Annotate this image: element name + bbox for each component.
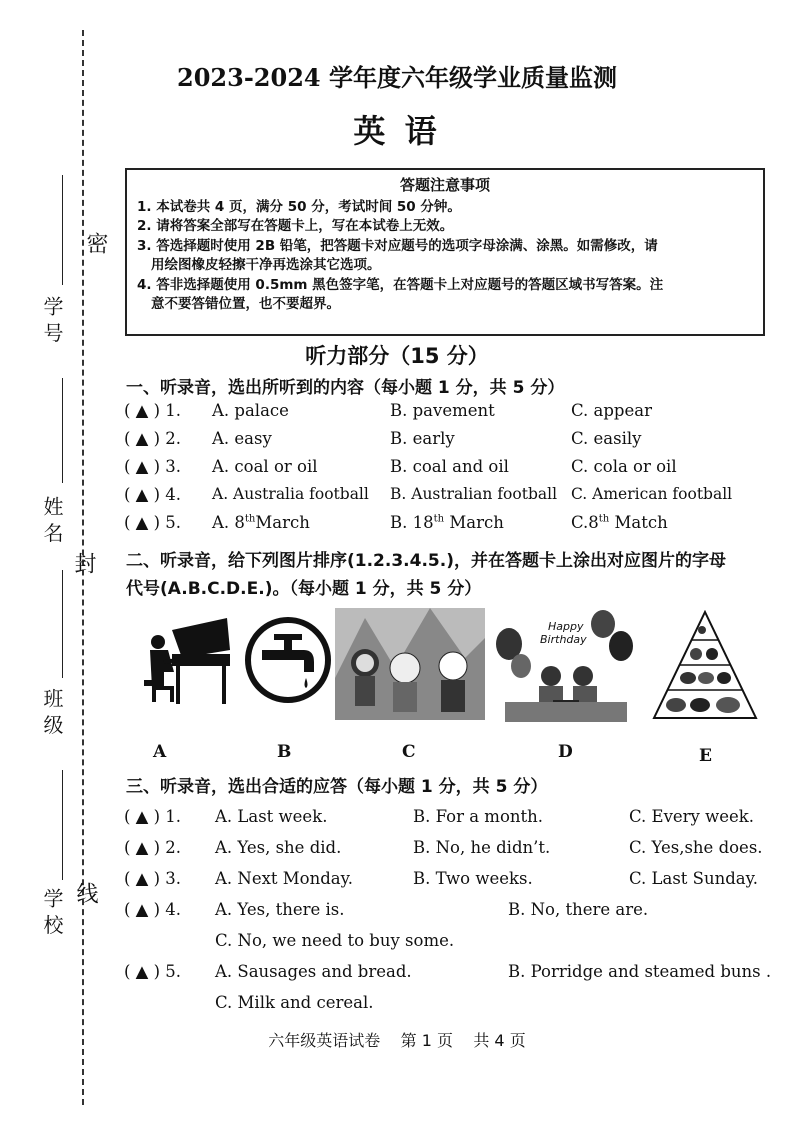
notice-item: 3. 答选择题时使用 2B 铅笔，把答题卡对应题号的选项字母涂满、涂黑。如需修改，请 [137,237,658,254]
notice-box [125,168,765,336]
student-id-blank[interactable] [62,175,63,285]
option-c[interactable]: C. Yes,she does. [629,838,763,857]
question-number[interactable]: ( ▲ ) 5. [124,962,182,981]
notice-item: 1. 本试卷共 4 页，满分 50 分，考试时间 50 分钟。 [137,198,461,215]
notice-item: 4. 答非选择题使用 0.5mm 黑色签字笔，在答题卡上对应题号的答题区域书写答案。注 [137,276,664,293]
student-id-label: 学 号 [40,296,64,343]
picture-e-food-pyramid-icon [650,610,760,722]
option-c-text: C.8 [571,513,599,532]
option-c[interactable]: C. easily [571,429,642,448]
picture-label-c: C [402,742,416,762]
part2-title-line1: 二、听录音，给下列图片排序(1.2.3.4.5.)，并在答题卡上涂出对应图片的字母 [126,551,726,571]
notice-item: 用绘图橡皮轻擦干净再选涂其它选项。 [151,257,381,273]
name-label: 姓 名 [40,496,64,543]
option-c-sup: th [598,513,610,525]
part1-title: 一、听录音，选出所听到的内容（每小题 1 分，共 5 分） [126,378,565,398]
option-b[interactable]: B. No, there are. [508,900,649,919]
option-b[interactable]: B. Australian football [390,485,558,503]
notice-heading: 答题注意事项 [399,176,490,194]
option-b[interactable]: B. Porridge and steamed buns . [508,962,772,981]
option-c[interactable]: C. Last Sunday. [629,869,758,888]
option-b[interactable]: B. For a month. [413,807,544,826]
question-number[interactable]: ( ▲ ) 3. [124,457,182,476]
school-blank[interactable] [62,770,63,880]
part3-title: 三、听录音，选出合适的应答（每小题 1 分，共 5 分） [126,777,548,797]
option-b[interactable] [390,513,504,532]
option-b[interactable]: B. Two weeks. [413,869,533,888]
seal-feng: 封 [71,552,96,574]
question-number[interactable]: ( ▲ ) 4. [124,900,182,919]
listening-title: 听力部分（15 分） [305,344,489,368]
option-a[interactable]: A. Yes, there is. [215,900,345,919]
option-a[interactable]: A. Last week. [215,807,328,826]
subject-title: 英 语 [353,112,441,150]
class-blank[interactable] [62,570,63,678]
option-a-text: A. 8 [212,513,245,532]
option-a-sup: th [244,513,256,525]
school-label: 学 校 [40,888,64,935]
option-b[interactable]: B. early [390,429,455,448]
option-c[interactable]: C. No, we need to buy some. [215,931,455,950]
birthday-text-happy: Happy [548,620,584,633]
question-number[interactable]: ( ▲ ) 2. [124,838,182,857]
picture-label-a: A [153,742,167,762]
option-a[interactable]: A. coal or oil [212,457,318,476]
seal-mi: 密 [83,232,108,254]
option-b[interactable]: B. coal and oil [390,457,509,476]
option-c[interactable]: C. cola or oil [571,457,677,476]
part2-title-line2: 代号(A.B.C.D.E.)。（每小题 1 分，共 5 分） [126,579,482,599]
option-c[interactable]: C. Every week. [629,807,755,826]
option-a[interactable]: A. Next Monday. [215,869,354,888]
question-number[interactable]: ( ▲ ) 1. [124,807,182,826]
page-footer: 六年级英语试卷 第 1 页 共 4 页 [268,1031,526,1050]
option-a[interactable]: A. Yes, she did. [215,838,342,857]
picture-label-e: E [699,746,712,766]
option-a[interactable]: A. palace [212,401,289,420]
option-b-text: B. 18 [390,513,434,532]
option-c[interactable] [571,513,668,532]
option-a[interactable]: A. Australia football [212,485,369,503]
exam-title: 2023-2024 学年度六年级学业质量监测 [177,63,617,92]
picture-a-piano-icon [142,610,234,710]
question-number[interactable]: ( ▲ ) 5. [124,513,182,532]
notice-item: 意不要答错位置，也不要超界。 [151,296,340,312]
seal-xian: 线 [73,882,98,904]
notice-item: 2. 请将答案全部写在答题卡上，写在本试卷上无效。 [137,218,454,234]
question-number[interactable]: ( ▲ ) 1. [124,401,182,420]
option-c-text2: Match [609,513,668,532]
picture-label-d: D [558,742,573,762]
option-c[interactable]: C. Milk and cereal. [215,993,374,1012]
option-b[interactable]: B. No, he didn’t. [413,838,551,857]
option-b[interactable]: B. pavement [390,401,495,420]
picture-label-b: B [277,742,292,762]
option-b-sup: th [433,513,445,525]
question-number[interactable]: ( ▲ ) 4. [124,485,182,504]
birthday-text-birthday: Birthday [540,633,587,646]
option-a[interactable] [212,513,310,532]
name-blank[interactable] [62,378,63,483]
picture-c-cartoon-characters-icon [335,608,485,720]
option-a[interactable]: A. Sausages and bread. [215,962,412,981]
option-c[interactable]: C. appear [571,401,652,420]
option-b-text2: March [444,513,504,532]
question-number[interactable]: ( ▲ ) 2. [124,429,182,448]
question-number[interactable]: ( ▲ ) 3. [124,869,182,888]
picture-b-water-tap-icon [244,616,332,704]
option-a[interactable]: A. easy [212,429,272,448]
option-a-text2: March [255,513,310,532]
option-c[interactable]: C. American football [571,485,733,503]
class-label: 班 级 [40,688,64,735]
